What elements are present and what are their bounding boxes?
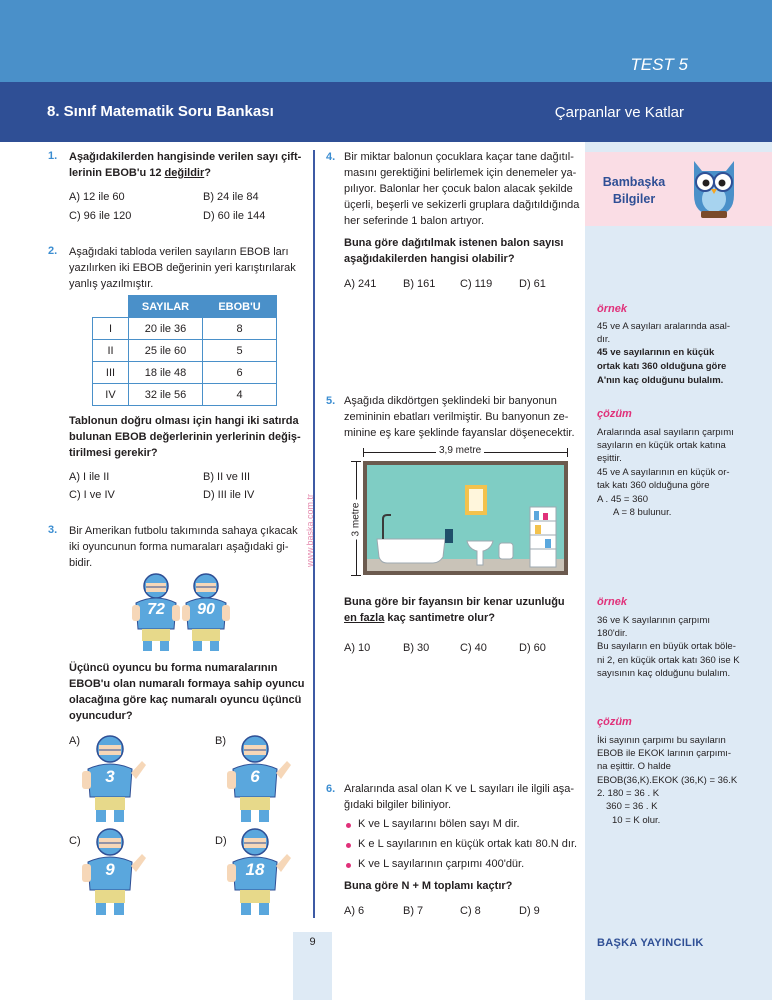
solution1-line: A . 45 = 360 <box>597 494 648 505</box>
q5-option-a[interactable]: A) 10 <box>344 642 371 654</box>
sidebar-title <box>600 174 668 208</box>
solution2-line: na eşittir. O halde <box>597 761 671 772</box>
q4-text: her seferinde 1 balon artıyor. <box>344 215 485 227</box>
q4-text: masını gerektiğini belirlemek için denemeler ya- <box>344 167 577 179</box>
q2-text: yanlış yazılmıştır. <box>69 278 154 290</box>
q5-question: Buna göre bir fayansın bir kenar uzunluğu <box>344 596 565 608</box>
q3-number: 3. <box>48 524 58 536</box>
row-ebob: 6 <box>203 362 277 384</box>
q3-option-a[interactable] <box>80 735 148 828</box>
table-corner <box>93 296 129 318</box>
q3-question: Üçüncü oyuncu bu forma numaralarının <box>69 662 278 674</box>
q6-option-d[interactable]: D) 9 <box>519 905 540 917</box>
example2-label: örnek <box>597 596 627 608</box>
q1-underlined-word: değildir <box>164 167 205 179</box>
bathroom-picture <box>363 461 568 575</box>
bathroom-height-text: 3 metre <box>351 500 362 540</box>
example1-bold-line: A'nın kaç olduğunu bulalım. <box>597 375 724 386</box>
q3-text: Bir Amerikan futbolu takımında sahaya çıkacak <box>69 525 298 537</box>
example1-line: dır. <box>597 334 611 345</box>
example2-line: ni 2, en küçük ortak katı 360 ise K <box>597 655 740 666</box>
q5-text: Aşağıda dikdörtgen şeklindeki bir banyonun <box>344 395 557 407</box>
q4-text: üçerli, beşerli ve sekizerli gruplara dağıtıldığında <box>344 199 580 211</box>
solution2-line: 10 = K olur. <box>612 815 661 826</box>
bullet-icon <box>346 863 351 868</box>
q6-option-a[interactable]: A) 6 <box>344 905 365 917</box>
q1-option-a[interactable]: A) 12 ile 60 <box>69 191 125 203</box>
example2-line: Bu sayıların en büyük ortak böle- <box>597 641 736 652</box>
example2-line: 180'dir. <box>597 628 628 639</box>
q1-number: 1. <box>48 150 58 162</box>
solution2-line: EBOB(36,K).EKOK (36,K) = 36.K <box>597 775 738 786</box>
row-roman: IV <box>93 384 129 406</box>
publisher-logo: BAŞKA YAYINCILIK <box>597 937 704 949</box>
row-numbers: 18 ile 48 <box>129 362 203 384</box>
example2-line: sayısının kaç olduğunu bulalım. <box>597 668 731 679</box>
sidebar-title-line2: Bilgiler <box>612 192 656 206</box>
q5-option-b[interactable]: B) 30 <box>403 642 430 654</box>
q3-option-c-label[interactable]: C) <box>69 835 81 847</box>
football-player <box>128 573 184 656</box>
q5-question <box>344 610 495 626</box>
dimension-tick <box>567 448 568 457</box>
row-numbers: 32 ile 56 <box>129 384 203 406</box>
q6-number: 6. <box>326 783 336 795</box>
row-roman: II <box>93 340 129 362</box>
book-title: 8. Sınıf Matematik Soru Bankası <box>47 103 274 120</box>
q3-option-a-label[interactable]: A) <box>69 735 80 747</box>
q5-text: minine eş kare şeklinde fayanslar döşenecektir. <box>344 427 575 439</box>
header-numbers: SAYILAR <box>129 296 203 318</box>
q3-text: iki oyuncunun forma numaraları aşağıdaki gi- <box>69 541 289 553</box>
row-ebob: 5 <box>203 340 277 362</box>
q1-text <box>69 165 211 181</box>
bullet-icon <box>346 843 351 848</box>
row-ebob: 4 <box>203 384 277 406</box>
q5-option-d[interactable]: D) 60 <box>519 642 546 654</box>
q1-option-b[interactable]: B) 24 ile 84 <box>203 191 259 203</box>
q6-question: Buna göre N + M toplamı kaçtır? <box>344 880 513 892</box>
row-roman: I <box>93 318 129 340</box>
jersey-number: 72 <box>147 601 165 618</box>
row-numbers: 25 ile 60 <box>129 340 203 362</box>
football-player <box>178 573 234 656</box>
ebob-table-header <box>93 296 277 318</box>
q2-question: tirilmesi gerekir? <box>69 447 158 459</box>
topic-title: Çarpanlar ve Katlar <box>554 104 684 121</box>
q6-bullet: K ve L sayılarını bölen sayı M dir. <box>358 818 520 830</box>
q1-text-part: lerinin EBOB'u 12 <box>69 167 165 179</box>
q1-text: Aşağıdakilerden hangisinde verilen sayı çift- <box>69 151 302 163</box>
q2-number: 2. <box>48 245 58 257</box>
solution2-line: 360 = 36 . K <box>606 801 658 812</box>
q4-option-c[interactable]: C) 119 <box>460 278 493 290</box>
jersey-number: 6 <box>250 767 260 786</box>
q1-text-part: ? <box>204 167 211 179</box>
q3-option-c[interactable] <box>80 828 148 921</box>
row-roman: III <box>93 362 129 384</box>
row-numbers: 20 ile 36 <box>129 318 203 340</box>
solution1-label: çözüm <box>597 408 632 420</box>
table-row <box>93 340 277 362</box>
example1-line: 45 ve A sayıları aralarında asal- <box>597 321 731 332</box>
jersey-number: 3 <box>105 767 115 786</box>
sidebar-panel <box>585 142 772 1000</box>
solution1-line: tak katı 360 olduğuna göre <box>597 480 710 491</box>
solution2-line: 2. 180 = 36 . K <box>597 788 660 799</box>
q2-question: Tablonun doğru olması için hangi iki satırda <box>69 415 299 427</box>
q6-bullet: K e L sayılarının en küçük ortak katı 80.N dır. <box>358 838 578 850</box>
q4-question: aşağıdakilerden hangisi olabilir? <box>344 253 515 265</box>
bathroom-width-label: 3,9 metre <box>436 445 484 457</box>
solution2-line: EBOB ile EKOK larının çarpımı- <box>597 748 732 759</box>
q3-question: olacağına göre kaç numaralı oyuncu üçüncü <box>69 694 302 706</box>
test-label: TEST 5 <box>630 55 688 74</box>
jersey-number: 18 <box>245 860 265 879</box>
q4-text: pılıyor. Balonlar her çocuk balon alacak şekilde <box>344 183 573 195</box>
watermark: www.baska.com.tr <box>305 493 315 567</box>
q4-option-b[interactable]: B) 161 <box>403 278 436 290</box>
q4-question: Buna göre dağıtılmak istenen balon sayısı <box>344 237 564 249</box>
q3-option-d-label[interactable]: D) <box>215 835 227 847</box>
q2-option-a[interactable]: A) I ile II <box>69 471 110 483</box>
example1-bold-line: ortak katı 360 olduğuna göre <box>597 361 727 372</box>
solution1-line: 45 ve A sayılarının en küçük or- <box>597 467 730 478</box>
q6-text: Aralarında asal olan K ve L sayıları ile ilgili aşa- <box>344 783 575 795</box>
q3-option-d[interactable] <box>225 828 293 921</box>
q6-text: ğıdaki bilgiler biliniyor. <box>344 799 451 811</box>
page-number: 9 <box>309 936 316 948</box>
solution1-line: eşittir. <box>597 453 622 464</box>
q2-option-b[interactable]: B) II ve III <box>203 471 251 483</box>
q5-option-c[interactable]: C) 40 <box>460 642 487 654</box>
q2-text: Aşağıdaki tabloda verilen sayıların EBOB ları <box>69 246 289 258</box>
q6-option-c[interactable]: C) 8 <box>460 905 481 917</box>
q3-question: EBOB'u olan numaralı formaya sahip oyuncu <box>69 678 305 690</box>
q3-option-b-label[interactable]: B) <box>215 735 226 747</box>
bathroom-illustration <box>363 461 568 575</box>
header-ebob: EBOB'U <box>203 296 277 318</box>
bullet-icon <box>346 823 351 828</box>
q2-text: yazılırken iki EBOB değerinin yeri karıştırılarak <box>69 262 296 274</box>
row-ebob: 8 <box>203 318 277 340</box>
q5-number: 5. <box>326 395 336 407</box>
q2-option-c[interactable]: C) I ve IV <box>69 489 115 501</box>
q4-option-d[interactable]: D) 61 <box>519 278 546 290</box>
jersey-number: 90 <box>197 601 215 618</box>
q5-question-part: kaç santimetre olur? <box>384 612 496 624</box>
dimension-tick <box>351 461 361 462</box>
example1-label: örnek <box>597 303 627 315</box>
sidebar-title-line1: Bambaşka <box>602 175 666 189</box>
q4-number: 4. <box>326 151 336 163</box>
q6-bullet: K ve L sayılarının çarpımı 400'dür. <box>358 858 525 870</box>
q5-underlined-phrase: en fazla <box>344 612 385 624</box>
solution2-label: çözüm <box>597 716 632 728</box>
jersey-number: 9 <box>105 860 115 879</box>
owl-icon <box>688 155 740 221</box>
q1-option-d[interactable]: D) 60 ile 144 <box>203 210 266 222</box>
solution1-line: Aralarında asal sayıların çarpımı <box>597 427 734 438</box>
table-row <box>93 318 277 340</box>
solution1-line: A = 8 bulunur. <box>613 507 672 518</box>
q3-option-b[interactable] <box>225 735 293 828</box>
q1-option-c[interactable]: C) 96 ile 120 <box>69 210 132 222</box>
example2-line: 36 ve K sayılarının çarpımı <box>597 615 710 626</box>
q3-text: bidir. <box>69 557 93 569</box>
q2-question: bulunan EBOB değerlerinin yerlerinin değiş- <box>69 431 301 443</box>
q6-option-b[interactable]: B) 7 <box>403 905 424 917</box>
q2-option-d[interactable]: D) III ile IV <box>203 489 255 501</box>
q3-question: oyuncudur? <box>69 710 133 722</box>
dimension-tick <box>363 448 364 457</box>
table-row <box>93 362 277 384</box>
q4-option-a[interactable]: A) 241 <box>344 278 377 290</box>
q4-text: Bir miktar balonun çocuklara kaçar tane dağıtıl- <box>344 151 574 163</box>
solution1-line: sayıların en küçük ortak katına <box>597 440 726 451</box>
q5-text: zemininin ebatları verilmiştir. Bu banyonun ze- <box>344 411 569 423</box>
dimension-tick <box>351 575 361 576</box>
solution2-line: İki sayının çarpımı bu sayıların <box>597 735 726 746</box>
table-row <box>93 384 277 406</box>
example1-bold-line: 45 ve sayılarının en küçük <box>597 347 715 358</box>
ebob-table <box>92 295 277 406</box>
